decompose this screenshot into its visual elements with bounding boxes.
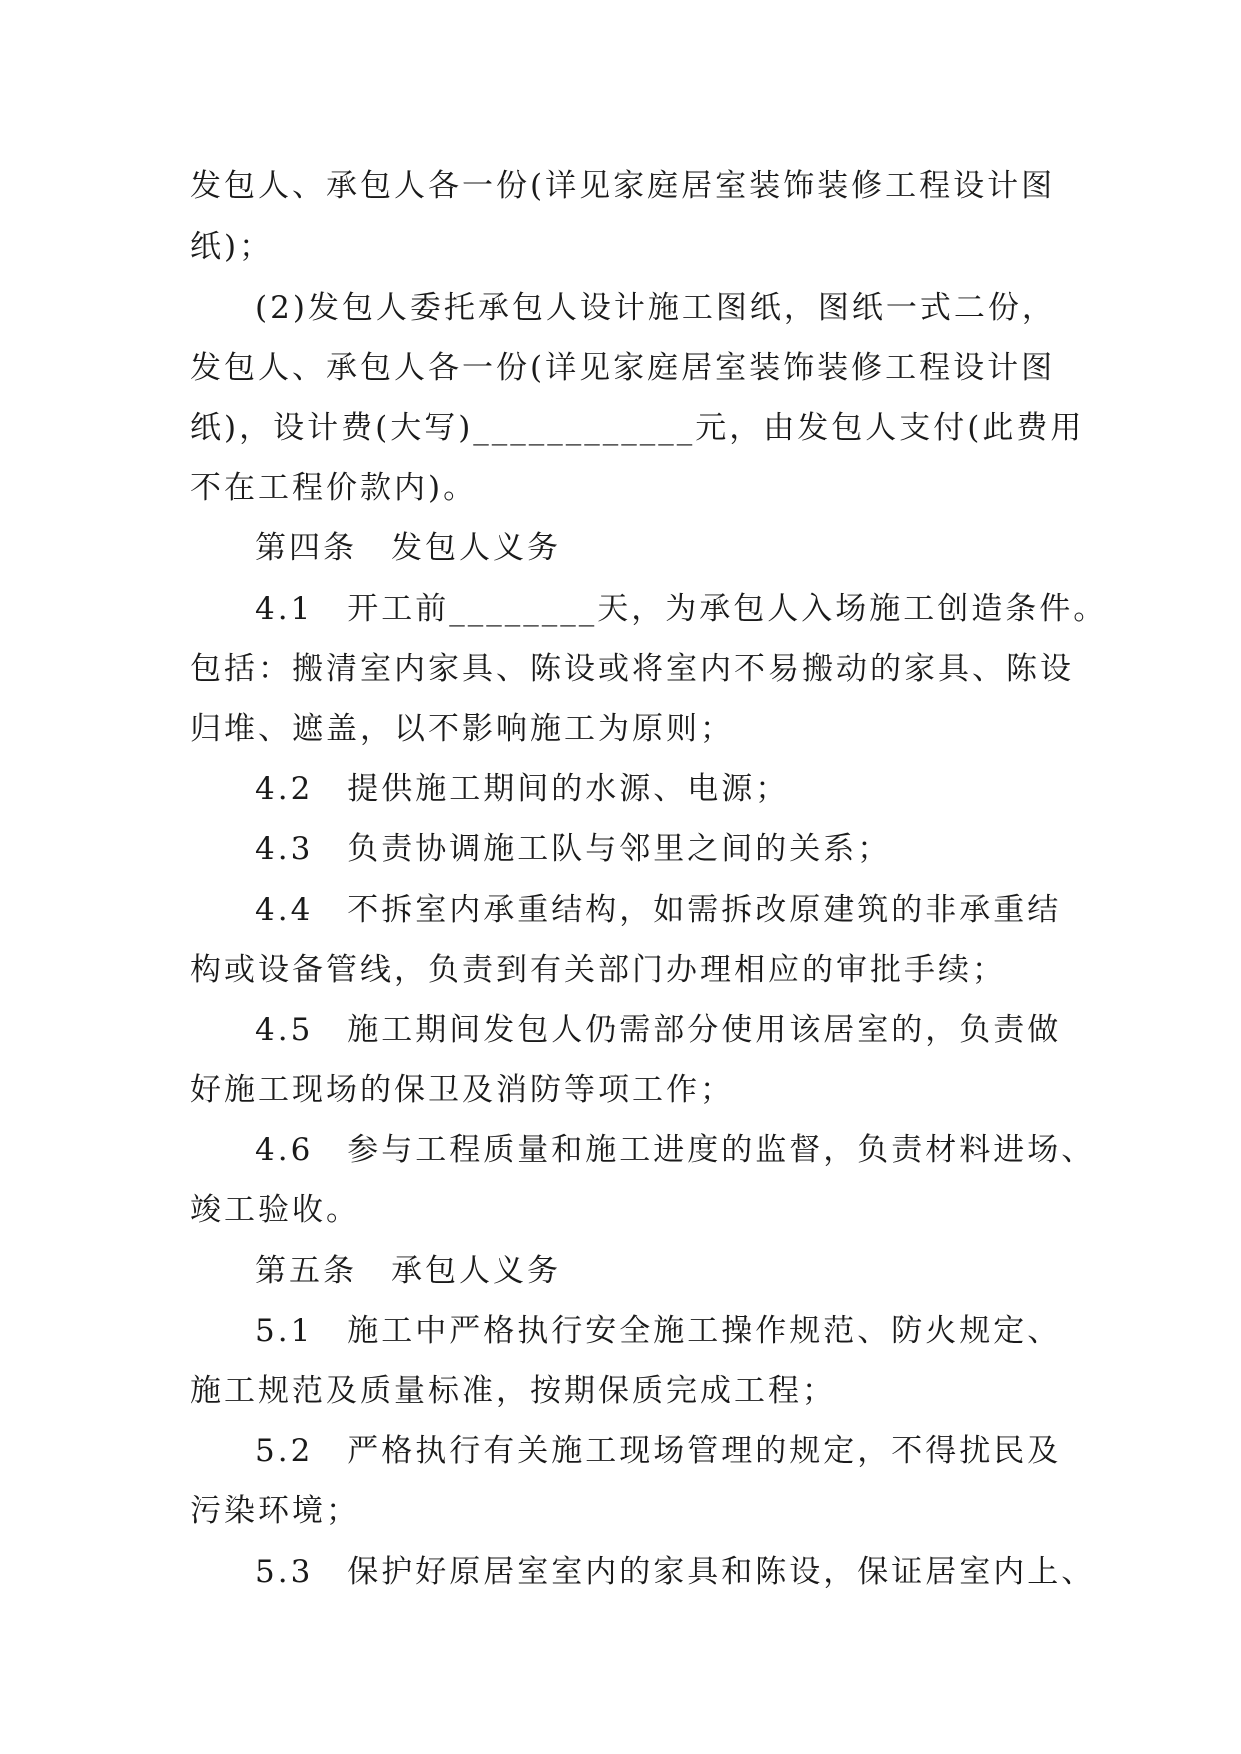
text-line: 5.2 严格执行有关施工现场管理的规定，不得扰民及: [255, 1433, 1062, 1469]
text-line: 4.6 参与工程质量和施工进度的监督，负责材料进场、: [255, 1132, 1096, 1168]
text-line: 构或设备管线，负责到有关部门办理相应的审批手续；: [190, 952, 1006, 988]
text-line: 4.1 开工前________天，为承包人入场施工创造条件。: [255, 591, 1108, 627]
text-line: 4.3 负责协调施工队与邻里之间的关系；: [255, 831, 892, 867]
text-line: 5.3 保护好原居室室内的家具和陈设，保证居室内上、: [255, 1554, 1096, 1590]
text-line: 包括：搬清室内家具、陈设或将室内不易搬动的家具、陈设: [190, 651, 1074, 687]
text-line: 发包人、承包人各一份(详见家庭居室装饰装修工程设计图: [190, 168, 1056, 204]
section-heading: 第五条 承包人义务: [255, 1253, 561, 1289]
text-line: (2)发包人委托承包人设计施工图纸，图纸一式二份，: [255, 290, 1056, 326]
text-line: 竣工验收。: [190, 1192, 360, 1228]
text-line: 4.4 不拆室内承重结构，如需拆改原建筑的非承重结: [255, 892, 1062, 928]
text-line: 归堆、遮盖，以不影响施工为原则；: [190, 711, 734, 747]
text-line: 纸)；: [190, 229, 274, 265]
text-line: 好施工现场的保卫及消防等项工作；: [190, 1072, 734, 1108]
text-line: 施工规范及质量标准，按期保质完成工程；: [190, 1373, 836, 1409]
text-line: 不在工程价款内)。: [190, 470, 478, 506]
text-line: 发包人、承包人各一份(详见家庭居室装饰装修工程设计图: [190, 350, 1056, 386]
text-line: 污染环境；: [190, 1493, 360, 1529]
text-line: 4.2 提供施工期间的水源、电源；: [255, 771, 790, 807]
text-line: 4.5 施工期间发包人仍需部分使用该居室的，负责做: [255, 1012, 1062, 1048]
text-line: 5.1 施工中严格执行安全施工操作规范、防火规定、: [255, 1313, 1062, 1349]
section-heading: 第四条 发包人义务: [255, 530, 561, 566]
text-line: 纸)，设计费(大写)____________元，由发包人支付(此费用: [190, 410, 1085, 446]
